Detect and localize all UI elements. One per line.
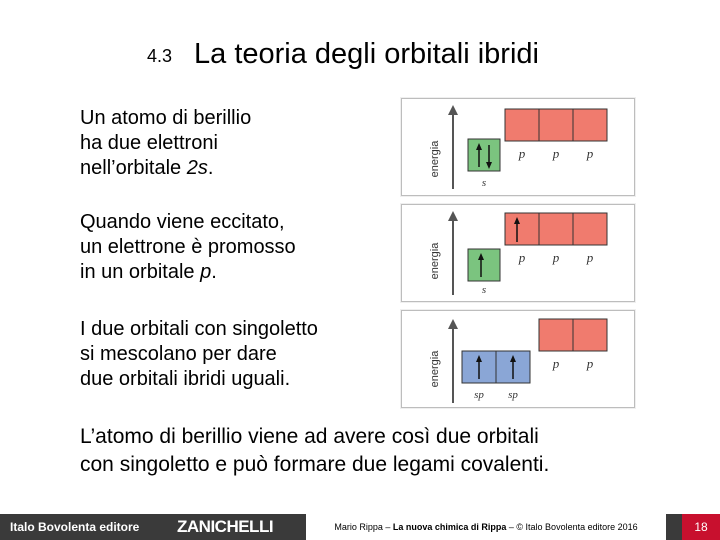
paragraph-line: I due orbitali con singoletto <box>80 318 318 340</box>
credit-book: La nuova chimica di Rippa <box>392 522 507 532</box>
s-orbital-label: s <box>481 284 487 296</box>
paragraph-line: ha due elettroni <box>80 132 218 154</box>
p-orbital-label: p <box>552 356 560 371</box>
credit-rest: – © Italo Bovolenta editore 2016 <box>506 522 638 532</box>
section-number: 4.3 <box>147 46 173 66</box>
paragraph-ground-state <box>80 106 251 181</box>
paragraph-line: con singoletto e può formare due legami covalenti. <box>80 453 550 476</box>
orbital-diagram-excited-state <box>401 204 635 302</box>
p-orbital-box <box>539 109 573 141</box>
s-orbital-box <box>468 139 500 171</box>
orbital-diagram-ground-state <box>401 98 635 196</box>
energy-axis-label: energia <box>429 242 441 280</box>
paragraph-line: si mescolano per dare <box>80 343 277 365</box>
paragraph-line: in un orbitale p. <box>80 261 217 283</box>
energy-axis-label: energia <box>429 350 441 388</box>
p-orbital-label: p <box>518 146 526 161</box>
orbital-diagram-sp-hybrid <box>401 310 635 408</box>
p-orbital-box <box>505 213 539 245</box>
credit-author: Mario Rippa – <box>334 522 393 532</box>
credit-line <box>306 514 666 540</box>
p-orbital-box <box>573 213 607 245</box>
p-orbital-box <box>573 319 607 351</box>
p-orbital-box <box>539 213 573 245</box>
p-orbital-label: p <box>552 250 560 265</box>
p-orbital-label: p <box>586 146 594 161</box>
paragraph-line: nell’orbitale 2s. <box>80 157 214 179</box>
paragraph-line: Quando viene eccitato, <box>80 211 285 233</box>
paragraph-line: un elettrone è promosso <box>80 236 296 258</box>
energy-axis-label: energia <box>429 140 441 178</box>
paragraph-line: L’atomo di berillio viene ad avere così due orbitali <box>80 425 539 448</box>
paragraph-conclusion <box>80 423 549 479</box>
brand-logo: ZANICHELLI <box>177 517 274 536</box>
sp-orbital-label: sp <box>508 389 518 401</box>
s-orbital-box <box>468 249 500 281</box>
paragraph-line: due orbitali ibridi uguali. <box>80 368 291 390</box>
sp-orbital-label: sp <box>474 389 484 401</box>
p-orbital-label: p <box>552 146 560 161</box>
page-number: 18 <box>682 514 720 540</box>
s-orbital-label: s <box>481 177 487 189</box>
paragraph-line: Un atomo di berillio <box>80 107 252 129</box>
p-orbital-label: p <box>586 250 594 265</box>
p-orbital-box <box>573 109 607 141</box>
slide-title: La teoria degli orbitali ibridi <box>194 38 539 70</box>
paragraph-excited-state <box>80 210 296 285</box>
p-orbital-label: p <box>586 356 594 371</box>
p-orbital-label: p <box>518 250 526 265</box>
publisher-logo: Italo Bovolenta editore <box>10 520 140 534</box>
p-orbital-box <box>539 319 573 351</box>
paragraph-hybridization <box>80 317 318 392</box>
footer-bar <box>0 514 720 540</box>
p-orbital-box <box>505 109 539 141</box>
